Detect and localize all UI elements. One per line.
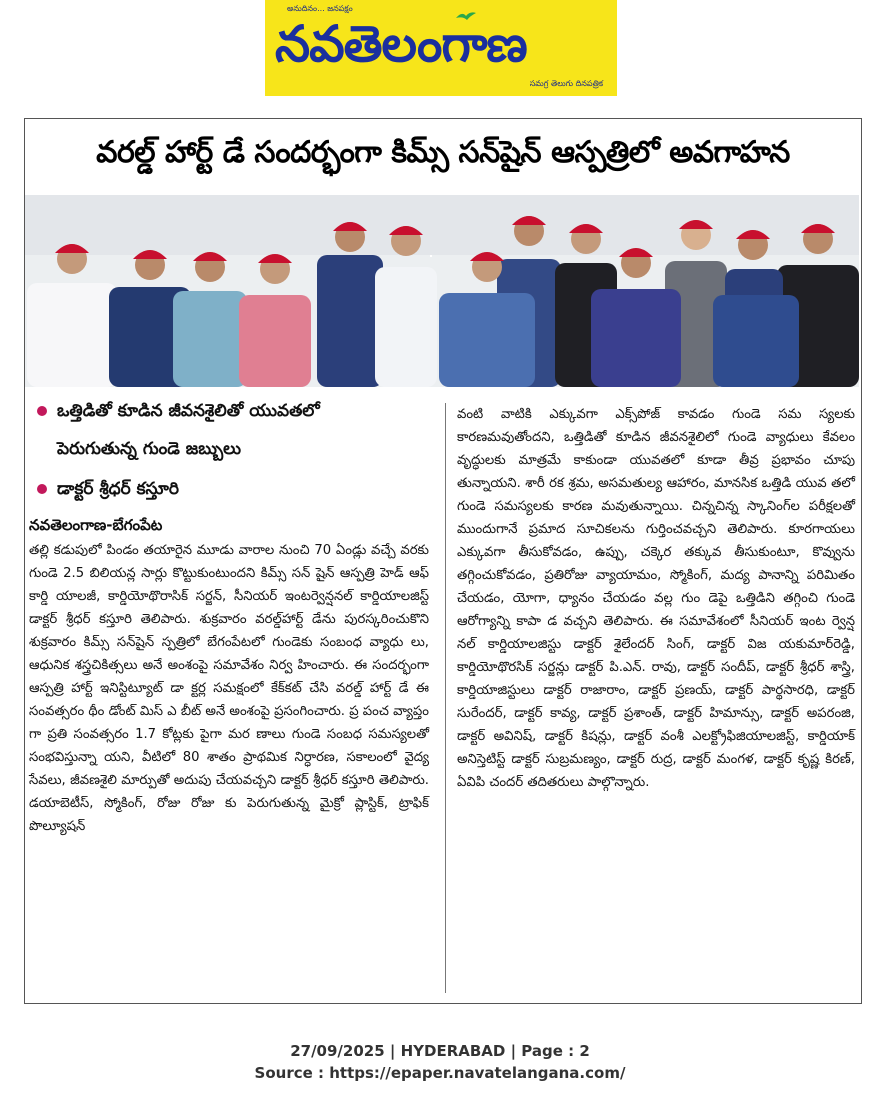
bullet-icon (37, 406, 47, 416)
article (24, 118, 862, 1004)
bullet-point (37, 479, 179, 503)
bullet-point (37, 401, 320, 425)
bullet-icon (37, 484, 47, 494)
bullet-text: పెరుగుతున్న గుండె జబ్బులు (57, 439, 242, 459)
article-body-left-column (29, 539, 429, 838)
article-body-right-column (457, 403, 855, 794)
doctors-illustration (25, 195, 859, 387)
column-divider (445, 403, 446, 993)
paragraph: తల్లి కడుపులో పిండం తయారైన మూడు వారాల నుంచి 70 ఏండ్లు వచ్చే వరకు గుండె 2.5 బిలియన్ల సార్లు కొట్టుకుంటుందని కిమ్స్ సన్ షైన్ ఆస్పత్రి హెడ్ ఆఫ్ కార్డి యాలజీ, కార్డియోథొరాసిక్ సర్జన్, సీనియర్ ఇంటర్వెన్షనల్ కార్డియాలజిస్ట్ డాక్టర్ శ్రీధర్ కస్తూరి తెలిపారు. శుక్రవారం వరల్డ్‌హార్ట్ డేను పురస్కరించుకొని శుక్రవారం కిమ్స్ సన్‌షైన్ స్పత్రిలో బేగంపేటలో గుండెకు సంబంధ వ్యాధు లు, ఆధునిక శస్త్రచికిత్సలు అనే అంశంపై సమావేశం నిర్వ హించారు. ఈ సందర్భంగా ఆస్పత్రి హార్ట్ ఇనిస్టిట్యూట్ డా క్టర్ల సమక్షంలో కేక్‌కట్ చేసి వరల్డ్ హార్ట్ డే ఈ సంవత్సరం థీం డోంట్ మిస్ ఎ బీట్ అనే అంశంపై ప్రసంగించారు. ప్ర పంచ వ్యాప్తం గా ప్రతి సంవత్సరం 1.7 కోట్లకు పైగా మర ణాలు గుండె సంబధ సమస్యలతో సంభవిస్తున్నా యని, వీటిలో 80 శాతం ప్రాథమిక నిర్ధారణ, సకాలంలో వైద్య సేవలు, జీవణశైలి మార్పుతో అదుపు చేయవచ్చని డాక్టర్ శ్రీధర్ కస్తూరి తెలిపారు. డయాబెటీస్, స్మోకింగ్, రోజు రోజు కు పెరుగుతున్న మైక్రో ప్లాస్టిక్, ట్రాఫిక్ పొల్యూషన్ (29, 543, 429, 834)
footer-source-link[interactable]: Source : https://epaper.navatelangana.com/ (254, 1064, 626, 1082)
logo-tagline: సమగ్ర తెలుగు దినపత్రిక (529, 79, 603, 88)
footer-date-edition: 27/09/2025 | HYDERABAD | Page : 2 (290, 1042, 590, 1060)
logo-top-tag: అనుదినం... జనపక్షం (287, 4, 353, 13)
dateline: నవతెలంగాణ-బేగంపేట (29, 516, 163, 534)
bullet-text: ఒత్తిడితో కూడిన జీవనశైలితో యువతలో (57, 401, 320, 421)
logo-name: నవతెలంగాణ (275, 15, 527, 73)
group-photo (25, 195, 859, 387)
bullet-point-continued (57, 439, 241, 463)
article-headline: వరల్డ్ హార్ట్ డే సందర్భంగా కిమ్స్ సన్‌షైన్ ఆస్పత్రిలో అవగాహన (96, 135, 790, 170)
bullet-text: డాక్టర్ శ్రీధర్ కస్తూరి (57, 479, 179, 499)
newspaper-logo (265, 0, 617, 96)
paragraph: వంటి వాటికి ఎక్కువగా ఎక్స్‌పోజ్ కావడం గుండె సమ స్యలకు కారణమవుతోందని, ఒత్తిడితో కూడిన జీవనశైలిలో గుండె వ్యాధులు కేవలం వృద్ధులకు మాత్రమే కాకుండా యువతలో కూడా తీవ్ర ప్రభావం చూపు తున్నాయని. శారీ రక శ్రమ, అసమతుల్య ఆహారం, మానసిక ఒత్తిడి యువ తలో గుండె సమస్యలకు కారణ మవుతున్నాయి. చిన్నచిన్న స్కానింగ్‌ల పరీక్షలతో ముందుగానే ప్రమాద సూచికలను గుర్తించవచ్చని తెలిపారు. కూరగాయలు ఎక్కువగా తీసుకోవడం, ఉప్పు, చక్కెర తక్కువ తీసుకుంటూ, కొవ్వును తగ్గించుకోవడం, ప్రతిరోజు వ్యాయామం, స్మోకింగ్, మద్య పానాన్ని పరిమితం చేయడం, యోగా, ధ్యానం చేయడం వల్ల గుం డెపై ఒత్తిడిని తగ్గించి గుండె ఆరోగ్యాన్ని కాపా డ వచ్చని తెలిపారు. ఈ సమావేశంలో సీనియర్ ఇంట ర్వెన్ష నల్ కార్డియాలజిస్టు డాక్టర్ శైలేందర్ సింగ్, డాక్టర్ విజ యకుమార్‌రెడ్డి, కార్డియోథొరసిక్ సర్జన్లు డాక్టర్ పి.ఎన్. రావు, డాక్టర్ సందీప్, డాక్టర్ శ్రీధర్ శాస్త్రి, కార్డియాజిస్టులు డాక్టర్ రాజారాం, డాక్టర్ ప్రణయ్, డాక్టర్ పార్థసారధి, డాక్టర్ సురేందర్, డాక్టర్ కావ్య, డాక్టర్ ప్రశాంత్, డాక్టర్ హిమాన్సు, డాక్టర్ అపరంజి, డాక్టర్ అవినిష్, డాక్టర్ కిషన్లు, డాక్టర్ వంశీ ఎలక్ట్రోఫిజియాలజిస్ట్, కార్డియాక్ అనిస్తెటిస్ట్ డాక్టర్ సుబ్రమణ్యం, డాక్టర్ రుద్ర, డాక్టర్ మంగళ, డాక్టర్ కృష్ణ కిరణ్, ఏవిపి చందర్ తదితరులు పాల్గొన్నారు. (457, 407, 855, 790)
